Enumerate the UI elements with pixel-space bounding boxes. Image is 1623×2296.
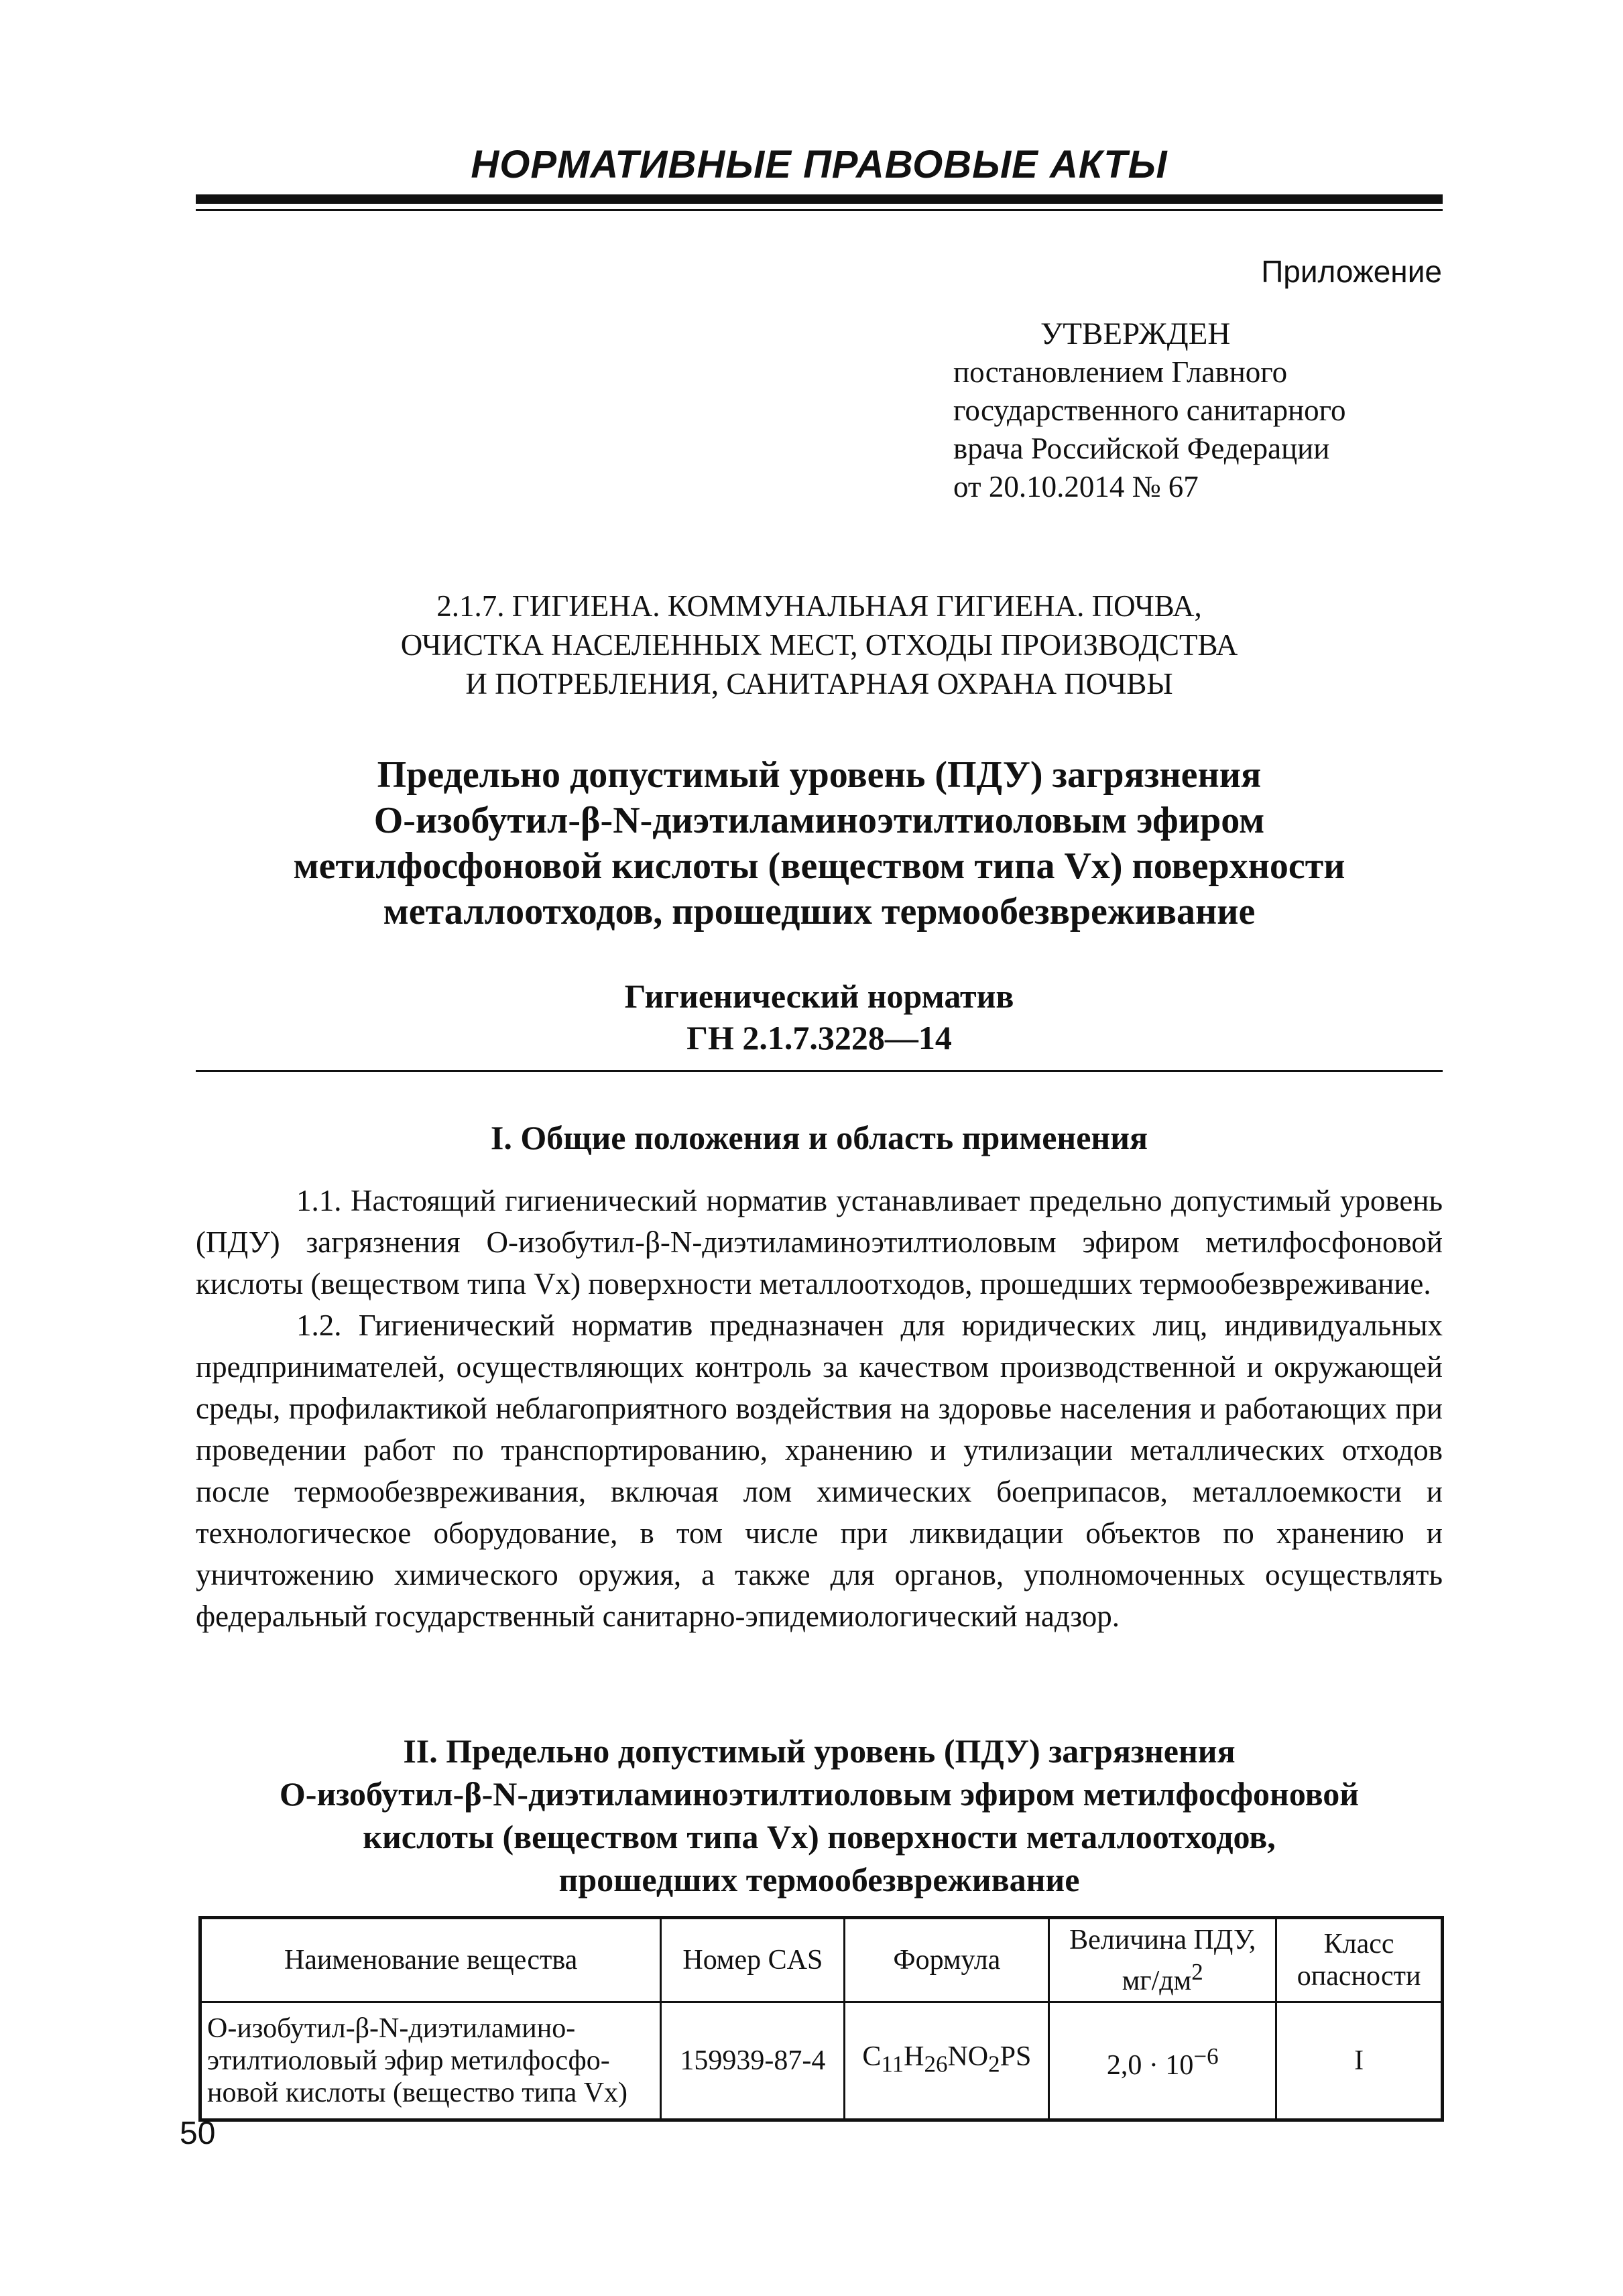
header-rule-thick — [196, 194, 1443, 204]
section-code — [196, 587, 1443, 703]
approval-block — [953, 315, 1345, 506]
table-header-row — [200, 1918, 1443, 2002]
title-line: металлоотходов, прошедших термообезвреживание — [383, 891, 1256, 932]
section-2-title — [196, 1730, 1443, 1901]
approval-line: государственного санитарного — [953, 394, 1346, 427]
table-row — [200, 2002, 1443, 2120]
pdu-unit-exponent: 2 — [1191, 1958, 1203, 1985]
formula-o-count: 2 — [988, 2051, 1000, 2077]
formula-ps: PS — [1000, 2041, 1032, 2073]
pdu-table — [198, 1916, 1444, 2122]
pdu-exponent: −6 — [1193, 2043, 1219, 2069]
header-substance-name: Наименование вещества — [200, 1918, 661, 2002]
norm-label: Гигиенический норматив — [624, 977, 1014, 1015]
section-1-body — [196, 1180, 1443, 1637]
section-2-title-line: прошедших термообезвреживание — [558, 1861, 1080, 1898]
approval-heading: УТВЕРЖДЕН — [1040, 316, 1231, 351]
approval-line: постановлением Главного — [953, 355, 1288, 389]
norm-divider — [196, 1070, 1443, 1072]
formula-no: NO — [947, 2041, 989, 2073]
header-class-line: Класс — [1323, 1929, 1394, 1959]
approval-line: врача Российской Федерации — [953, 432, 1330, 465]
formula-h-count: 26 — [924, 2051, 948, 2077]
title-line: метилфосфоновой кислоты (веществом типа Vx) поверхности — [293, 845, 1345, 887]
section-code-line: 2.1.7. ГИГИЕНА. КОММУНАЛЬНАЯ ГИГИЕНА. ПОЧВА, — [436, 589, 1202, 623]
section-2-title-line: кислоты (веществом типа Vx) поверхности металлоотходов, — [363, 1818, 1276, 1856]
section-2-title-line: О-изобутил-β-N-диэтиламиноэтилтиоловым эфиром метилфосфоновой — [279, 1775, 1360, 1813]
header-class-line: опасности — [1297, 1961, 1421, 1992]
header-formula: Формула — [845, 1918, 1049, 2002]
header-pdu-unit — [1055, 1956, 1270, 1997]
title-line: О-изобутил-β-N-диэтиламиноэтилтиоловым эфиром — [373, 800, 1265, 841]
page-number: 50 — [180, 2116, 216, 2151]
approval-date-number: от 20.10.2014 № 67 — [953, 470, 1199, 503]
formula-h: H — [904, 2041, 924, 2073]
cell-substance-name — [200, 2002, 661, 2120]
paragraph-1-2: 1.2. Гигиенический норматив предназначен для юридических лиц, индивидуальных предпринимателей, осуществляющих контроль за качеством производственной и окружающей среды, профилактикой неблагоприятного воздействия на здоровье населения и работающих при проведении работ по транспортированию, хранению и утилизации металлических отходов после термообезвреживания, включая лом химических боеприпасов, металлоемкости и технологическое оборудование, в том числе при ликвидации объектов по хранению и уничтожению химического оружия, а также для органов, уполномоченных осуществлять федеральный государственный санитарно-эпидемиологический надзор. — [196, 1309, 1443, 1633]
header-hazard-class — [1276, 1918, 1443, 2002]
norm-code: ГН 2.1.7.3228—14 — [686, 1019, 952, 1056]
pdu-unit-base: мг/дм — [1122, 1965, 1192, 1996]
norm-block — [196, 975, 1443, 1059]
header-pdu-value — [1049, 1918, 1276, 2002]
cell-formula — [845, 2002, 1049, 2120]
running-head: НОРМАТИВНЫЕ ПРАВОВЫЕ АКТЫ — [471, 143, 1168, 186]
section-code-line: ОЧИСТКА НАСЕЛЕННЫХ МЕСТ, ОТХОДЫ ПРОИЗВОДСТВА — [400, 628, 1238, 662]
cell-hazard-class: I — [1276, 2002, 1443, 2120]
formula-c-count: 11 — [881, 2051, 904, 2077]
formula-c: C — [862, 2041, 882, 2073]
cell-cas-number: 159939-87-4 — [661, 2002, 845, 2120]
header-cas-number: Номер CAS — [661, 1918, 845, 2002]
substance-name-line: новой кислоты (вещество типа Vx) — [207, 2077, 628, 2108]
substance-name-line: этилтиоловый эфир метилфосфо- — [207, 2045, 610, 2076]
paragraph-1-1: 1.1. Настоящий гигиенический норматив устанавливает предельно допустимый уровень (ПДУ) загрязнения О-изобутил-β-N-диэтиламиноэтилтиоловым эфиром метилфосфоновой кислоты (веществом типа Vx) поверхности металлоотходов, прошедших термообезвреживание. — [196, 1184, 1443, 1301]
cell-pdu-value — [1049, 2002, 1276, 2120]
title-line: Предельно допустимый уровень (ПДУ) загрязнения — [377, 754, 1262, 796]
section-code-line: И ПОТРЕБЛЕНИЯ, САНИТАРНАЯ ОХРАНА ПОЧВЫ — [465, 667, 1173, 701]
document-title — [196, 752, 1443, 934]
appendix-label: Приложение — [1261, 254, 1442, 289]
header-rule-thin — [196, 209, 1443, 211]
header-pdu-label: Величина ПДУ, — [1069, 1924, 1256, 1955]
substance-name-line: О-изобутил-β-N-диэтиламино- — [207, 2013, 576, 2044]
pdu-mantissa: 2,0 · 10 — [1106, 2049, 1194, 2081]
section-1-title: I. Общие положения и область применения — [490, 1119, 1148, 1156]
section-2-title-line: II. Предельно допустимый уровень (ПДУ) загрязнения — [403, 1732, 1236, 1770]
